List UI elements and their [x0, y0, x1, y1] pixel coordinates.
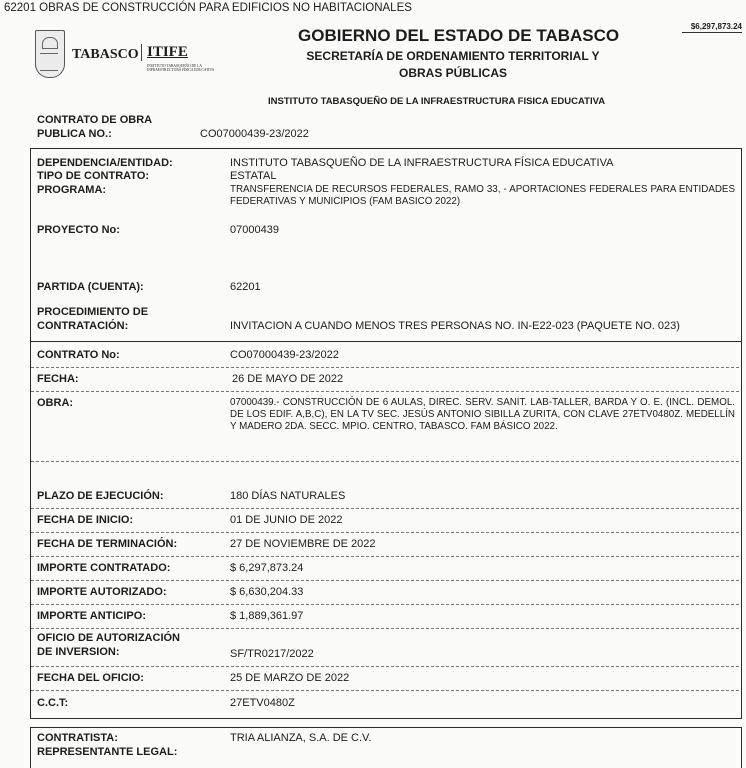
importe-contratado-label: IMPORTE CONTRATADO: [37, 562, 171, 574]
row-divider [31, 628, 739, 629]
row-divider [31, 508, 739, 509]
dependencia-label: DEPENDENCIA/ENTIDAD: [37, 157, 173, 169]
government-title: GOBIERNO DEL ESTADO DE TABASCO [298, 26, 620, 45]
proyecto-value: 07000439 [230, 224, 279, 236]
plazo-value: 180 DÍAS NATURALES [230, 490, 346, 502]
cct-value: 27ETV0480Z [230, 697, 295, 709]
contract-number: CO07000439-23/2022 [200, 128, 309, 140]
coat-of-arms-icon [35, 30, 65, 78]
fecha-terminacion-label: FECHA DE TERMINACIÓN: [37, 538, 178, 550]
tabasco-itife-logo [35, 30, 225, 78]
partida-label: PARTIDA (CUENTA): [37, 281, 144, 293]
contratista-value: TRIA ALIANZA, S.A. DE C.V. [230, 732, 372, 744]
partida-value: 62201 [230, 281, 261, 293]
tipo-contrato-label: TIPO DE CONTRATO: [37, 170, 150, 182]
row-divider [31, 580, 739, 581]
row-divider [31, 367, 739, 368]
logo-itife-subtext: INSTITUTO TABASQUEÑO DE LA INFRAESTRUCTURA FÍSICA EDUCATIVA [147, 64, 215, 72]
importe-autorizado-label: IMPORTE AUTORIZADO: [37, 586, 167, 598]
contrato-no-label: CONTRATO No: [37, 349, 120, 361]
amount-underline [682, 32, 742, 33]
row-divider [31, 391, 739, 392]
oficio-value: SF/TR0217/2022 [230, 648, 314, 660]
importe-anticipo-value: $ 1,889,361.97 [230, 610, 304, 622]
fecha-oficio-label: FECHA DEL OFICIO: [37, 672, 144, 684]
secretaria-line-2: OBRAS PÚBLICAS [398, 66, 507, 80]
top-amount: $6,297,873.24 [690, 22, 742, 31]
fecha-terminacion-value: 27 DE NOVIEMBRE DE 2022 [230, 538, 376, 550]
dependencia-value: INSTITUTO TABASQUEÑO DE LA INFRAESTRUCTURA FÍSICA EDUCATIVA [230, 157, 614, 169]
oficio-label-1: OFICIO DE AUTORIZACIÓN [37, 632, 180, 644]
contract-label-2: PUBLICA NO.: [37, 128, 112, 140]
proyecto-label: PROYECTO No: [37, 224, 120, 236]
row-divider [31, 604, 739, 605]
logo-itife-text: ITIFE [141, 44, 188, 61]
programa-label: PROGRAMA: [37, 184, 107, 196]
contratista-label: CONTRATISTA: [37, 732, 118, 744]
fecha-oficio-value: 25 DE MARZO DE 2022 [230, 672, 350, 684]
top-line: 62201 OBRAS DE CONSTRUCCIÓN PARA EDIFICIOS NO HABITACIONALES [4, 2, 412, 14]
institute-title: INSTITUTO TABASQUEÑO DE LA INFRAESTRUCTURA FISICA EDUCATIVA [268, 96, 606, 107]
fecha-value: 26 DE MAYO DE 2022 [232, 373, 344, 385]
fecha-inicio-value: 01 DE JUNIO DE 2022 [230, 514, 343, 526]
cct-label: C.C.T: [37, 697, 69, 709]
procedimiento-value: INVITACION A CUANDO MENOS TRES PERSONAS NO. IN-E22-023 (PAQUETE NO. 023) [230, 320, 680, 332]
row-divider [31, 532, 739, 533]
importe-autorizado-value: $ 6,630,204.33 [230, 586, 304, 598]
representante-label: REPRESENTANTE LEGAL: [37, 746, 178, 758]
obra-value: 07000439.- CONSTRUCCIÓN DE 6 AULAS, DIREC. SERV. SANIT. LAB-TALLER, BARDA Y O. E. (INCL. DEMOL. DE LOS EDIF. A,B,C), EN LA TV SEC. JESÚS ANTONIO SIBILLA ZURITA, CON CLAVE 27ETV0480Z. MEDELLÍN Y MADERO 2DA. SECC. MPIO. CENTRO, TABASCO. FAM BÁSICO 2022. [230, 397, 735, 433]
tipo-contrato-value: ESTATAL [230, 170, 277, 182]
logo-tabasco-text: TABASCO [72, 47, 139, 62]
obra-label: OBRA: [37, 397, 74, 409]
programa-value: TRANSFERENCIA DE RECURSOS FEDERALES, RAMO 33, - APORTACIONES FEDERALES PARA ENTIDADES FEDERATIVAS Y MUNICIPIOS (FAM BASICO 2022) [230, 184, 735, 208]
procedimiento-label-1: PROCEDIMIENTO DE [37, 306, 149, 318]
fecha-inicio-label: FECHA DE INICIO: [37, 514, 134, 526]
plazo-label: PLAZO DE EJECUCIÓN: [37, 490, 164, 502]
row-divider [31, 556, 739, 557]
importe-anticipo-label: IMPORTE ANTICIPO: [37, 610, 146, 622]
row-divider [31, 690, 739, 691]
row-divider [31, 666, 739, 667]
row-divider [31, 461, 739, 462]
secretaria-line-1: SECRETARÍA DE ORDENAMIENTO TERRITORIAL Y [306, 49, 600, 63]
procedimiento-label-2: CONTRATACIÓN: [37, 320, 129, 332]
contrato-no-value: CO07000439-23/2022 [230, 349, 339, 361]
importe-contratado-value: $ 6,297,873.24 [230, 562, 304, 574]
oficio-label-2: DE INVERSION: [37, 646, 120, 658]
fecha-label: FECHA: [37, 373, 79, 385]
contract-label-1: CONTRATO DE OBRA [37, 114, 153, 126]
